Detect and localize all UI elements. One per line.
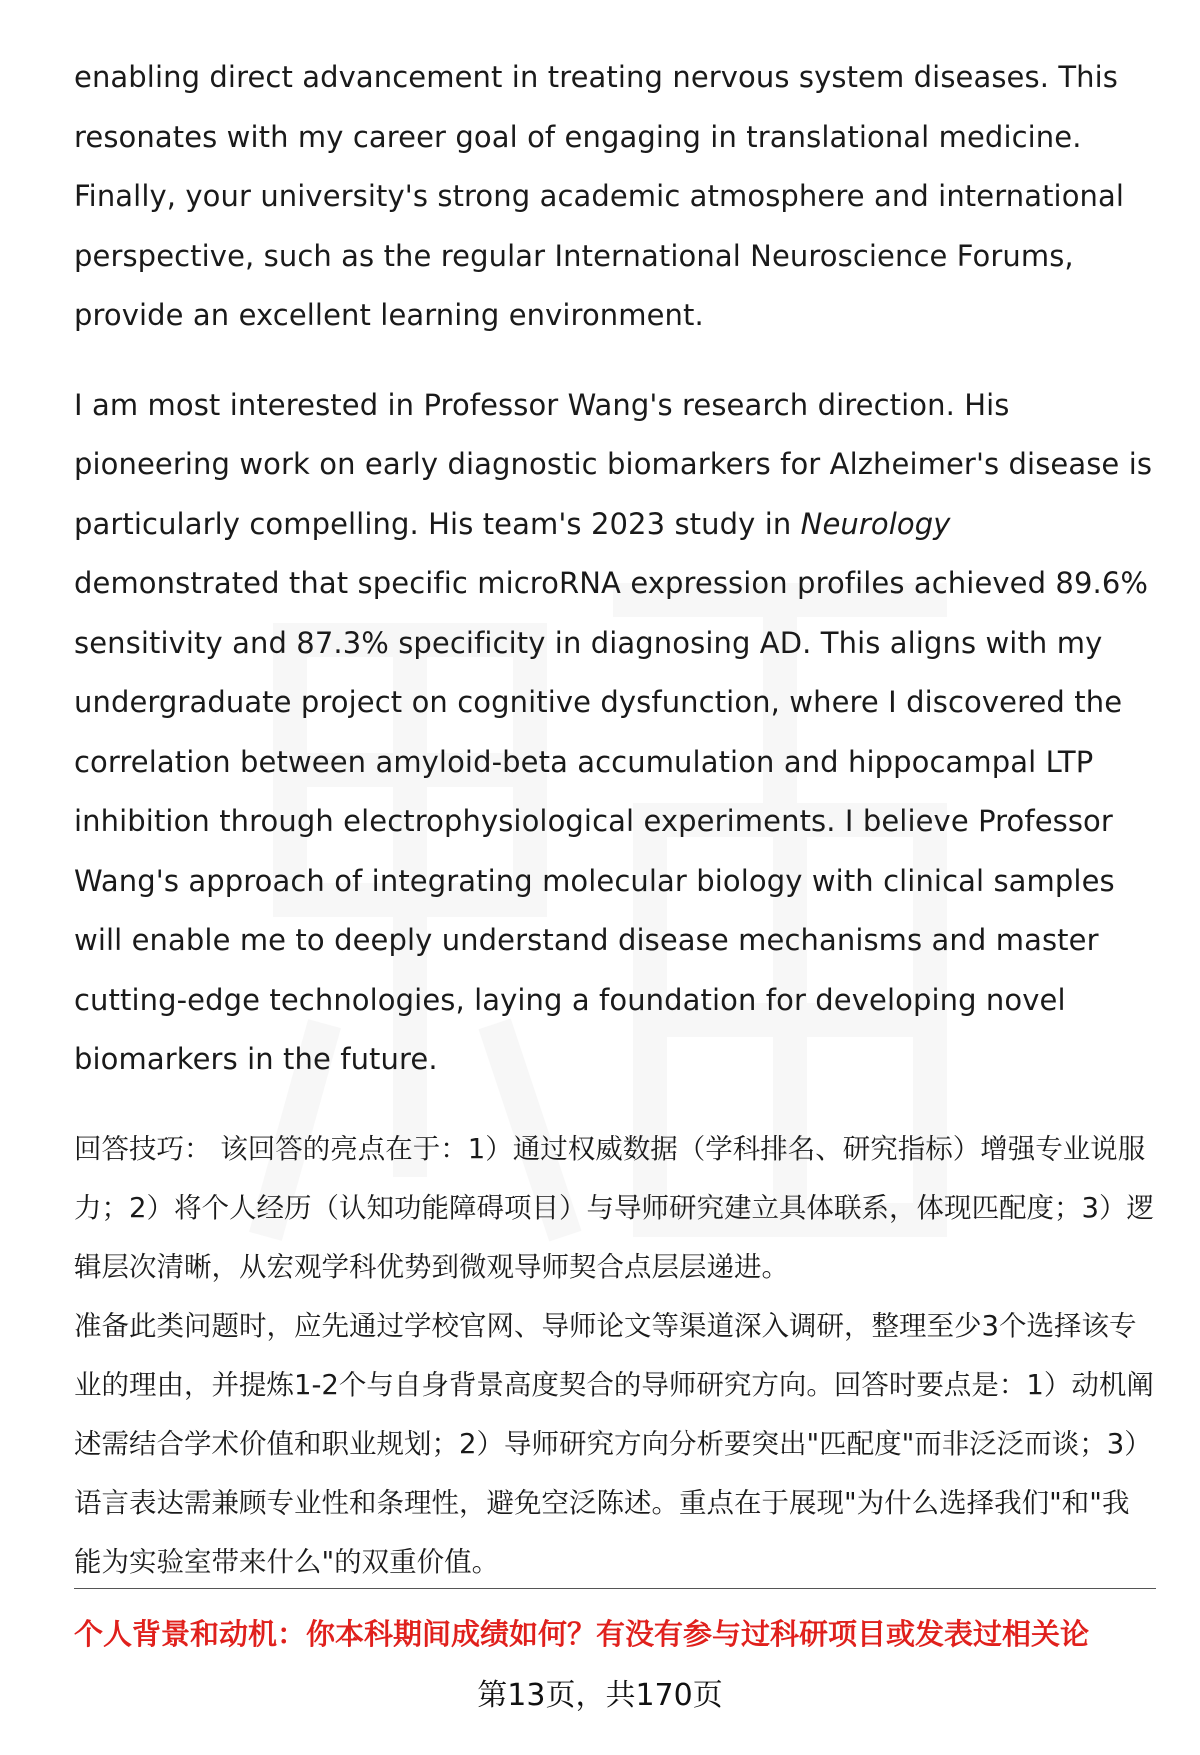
journal-name: Neurology xyxy=(800,506,951,541)
page-number: 第13页，共170页 xyxy=(477,1678,723,1713)
section-divider xyxy=(74,1588,1156,1589)
next-question-heading: 个人背景和动机：你本科期间成绩如何？有没有参与过科研项目或发表过相关论 xyxy=(74,1617,1090,1651)
answer-tips-block xyxy=(74,1120,1154,1592)
main-content xyxy=(74,48,1154,1592)
answer-tips-paragraph: 回答技巧： 该回答的亮点在于：1）通过权威数据（学科排名、研究指标）增强专业说服力；2）将个人经历（认知功能障碍项目）与导师研究建立具体联系，体现匹配度；3）逻辑层次清晰，从宏观学科优势到微观导师契合点层层递进。 xyxy=(74,1132,1154,1283)
paragraph-professor-wang-rest: demonstrated that specific microRNA expression profiles achieved 89.6% sensitivity and 87.3% specificity in diagnosing AD. This aligns with my undergraduate project on cognitive dysfunction, where I discovered the correlation between amyloid-beta accumulation and hippocampal LTP inhibition through electrophysiological experiments. I believe Professor Wang's approach of integrating molecular biology with clinical samples will enable me to deeply understand disease mechanisms and master cutting-edge technologies, laying a foundation for developing novel biomarkers in the future. xyxy=(74,566,1149,1076)
preparation-advice-paragraph: 准备此类问题时，应先通过学校官网、导师论文等渠道深入调研，整理至少3个选择该专业的理由，并提炼1-2个与自身背景高度契合的导师研究方向。回答时要点是：1）动机阐述需结合学术价值和职业规划；2）导师研究方向分析要突出"匹配度"而非泛泛而谈；3）语言表达需兼顾专业性和条理性，避免空泛陈述。重点在于展现"为什么选择我们"和"我能为实验室带来什么"的双重价值。 xyxy=(74,1309,1154,1578)
paragraph-motivation-end: enabling direct advancement in treating nervous system diseases. This resonates with my career goal of engaging in translational medicine. Finally, your university's strong academic atmosphere and international perspective, such as the regular International Neuroscience Forums, provide an excellent learning environment. xyxy=(74,60,1125,332)
paragraph-professor-wang-intro: I am most interested in Professor Wang's research direction. His pioneering work on early diagnostic biomarkers for Alzheimer's disease is particularly compelling. His team's 2023 study in xyxy=(74,387,1153,541)
paragraph-professor-wang xyxy=(74,376,1154,1090)
